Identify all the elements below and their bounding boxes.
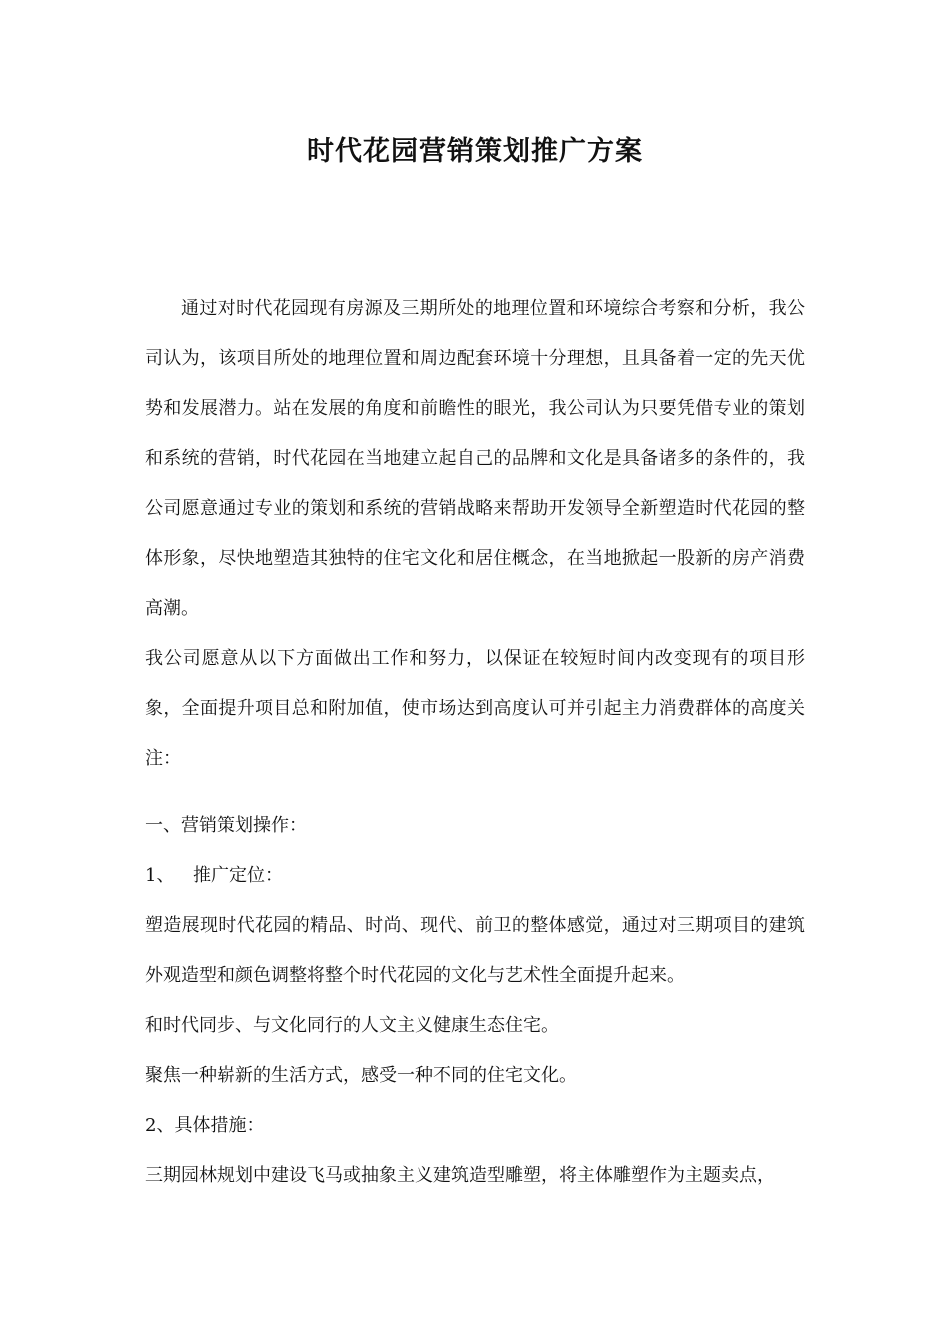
item-1-number: 1、: [145, 865, 175, 886]
item-1-text: 塑造展现时代花园的精品、时尚、现代、前卫的整体感觉，通过对三期项目的建筑外观造型和颜色调整将整个时代花园的文化与艺术性全面提升起来。: [145, 915, 805, 986]
item-2-heading: 2、具体措施：: [145, 1115, 265, 1136]
intro-paragraph: 通过对时代花园现有房源及三期所处的地理位置和环境综合考察和分析，我公司认为，该项目所处的地理位置和周边配套环境十分理想，且具备着一定的先天优势和发展潜力。站在发展的角度和前瞻性的眼光，我公司认为只要凭借专业的策划和系统的营销，时代花园在当地建立起自己的品牌和文化是具备诸多的条件的，我公司愿意通过专业的策划和系统的营销战略来帮助开发领导全新塑造时代花园的整体形象，尽快地塑造其独特的住宅文化和居住概念，在当地掀起一股新的房产消费高潮。: [145, 298, 805, 619]
item-1-heading: [145, 851, 805, 901]
item-2-text: 三期园林规划中建设飞马或抽象主义建筑造型雕塑，将主体雕塑作为主题卖点，: [145, 1165, 775, 1186]
document-title: 时代花园营销策划推广方案: [307, 136, 643, 167]
document-body: [145, 284, 805, 1201]
item-1-label: 推广定位：: [193, 865, 283, 886]
section-1-heading: 一、营销策划操作：: [145, 815, 307, 836]
commitment-paragraph: 我公司愿意从以下方面做出工作和努力，以保证在较短时间内改变现有的项目形象，全面提升项目总和附加值，使市场达到高度认可并引起主力消费群体的高度关注：: [145, 648, 805, 769]
slogan-2: 聚焦一种崭新的生活方式，感受一种不同的住宅文化。: [145, 1065, 577, 1086]
slogan-1: 和时代同步、与文化同行的人文主义健康生态住宅。: [145, 1015, 559, 1036]
